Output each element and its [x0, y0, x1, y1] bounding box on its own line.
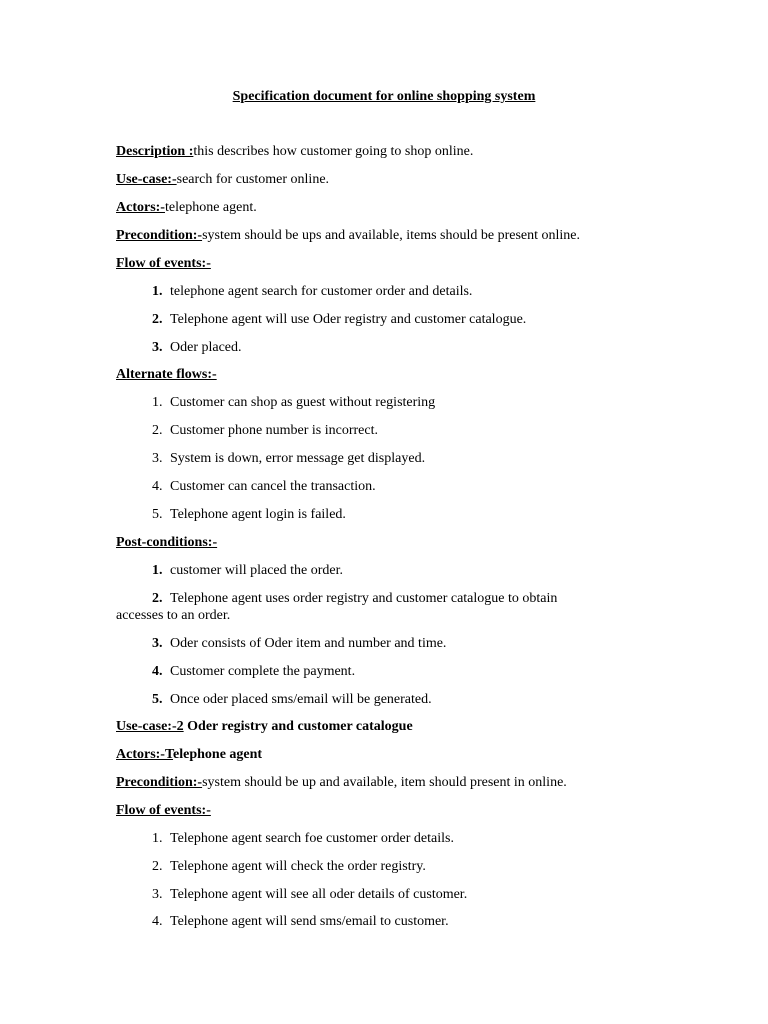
description-text: this describes how customer going to shop online. [193, 144, 474, 159]
list-item-text: Telephone agent will use Oder registry and customer catalogue. [170, 312, 527, 327]
precondition2-label: Precondition:- [116, 775, 203, 790]
list-item-number: 4. [152, 479, 163, 494]
list-item-number: 2. [152, 312, 163, 327]
description-line [116, 143, 473, 161]
actors2-text: elephone agent [173, 747, 263, 762]
list-item-text: Telephone agent uses order registry and customer catalogue to obtain [170, 591, 558, 606]
usecase2-line [116, 718, 413, 736]
list-item-number: 2. [152, 423, 163, 438]
list-item [116, 339, 242, 357]
list-item-number: 3. [152, 636, 163, 651]
list-item [116, 478, 376, 496]
usecase2-text: Oder registry and customer catalogue [183, 719, 413, 734]
list-item [116, 858, 426, 876]
precondition-label: Precondition:- [116, 228, 203, 243]
precondition-line [116, 227, 580, 245]
list-item-text: Customer complete the payment. [170, 664, 356, 679]
flow2-heading: Flow of events:- [116, 803, 211, 818]
list-item-text: Telephone agent will send sms/email to customer. [170, 914, 449, 929]
list-item-number: 1. [152, 563, 163, 578]
list-item [116, 506, 346, 524]
list-item [116, 311, 526, 329]
alternate-heading: Alternate flows:- [116, 367, 217, 382]
list-item-text: Customer can shop as guest without registering [170, 395, 436, 410]
document-title: Specification document for online shopping system [232, 89, 536, 104]
precondition2-line [116, 774, 567, 792]
list-item-number: 3. [152, 887, 163, 902]
list-item [116, 913, 449, 931]
list-item [116, 590, 557, 608]
list-item-text: Customer can cancel the transaction. [170, 479, 376, 494]
list-item-text: Telephone agent search foe customer order details. [170, 831, 454, 846]
list-item-text: Oder placed. [170, 340, 242, 355]
list-item-number: 1. [152, 831, 163, 846]
precondition-text: system should be ups and available, items should be present online. [202, 228, 581, 243]
list-item-number: 4. [152, 664, 163, 679]
list-item-text: Telephone agent login is failed. [170, 507, 346, 522]
list-item-text: customer will placed the order. [170, 563, 343, 578]
description-label: Description : [116, 144, 194, 159]
list-item-number: 2. [152, 859, 163, 874]
list-item-text: Customer phone number is incorrect. [170, 423, 379, 438]
list-item [116, 830, 454, 848]
list-item-continuation: accesses to an order. [116, 608, 231, 623]
list-item-number: 1. [152, 284, 163, 299]
list-item [116, 691, 432, 709]
list-item [116, 886, 467, 904]
flow-heading: Flow of events:- [116, 256, 211, 271]
list-item-text: Telephone agent will see all oder details of customer. [170, 887, 468, 902]
list-item-number: 1. [152, 395, 163, 410]
usecase-line [116, 171, 329, 189]
list-item-text: Telephone agent will check the order registry. [170, 859, 426, 874]
actors-label: Actors:- [116, 200, 165, 215]
actors2-label: Actors:-T [116, 747, 174, 762]
list-item-text: telephone agent search for customer order and details. [170, 284, 473, 299]
list-item-text: Once oder placed sms/email will be generated. [170, 692, 432, 707]
list-item-number: 4. [152, 914, 163, 929]
usecase-text: search for customer online. [176, 172, 330, 187]
list-item-number: 5. [152, 507, 163, 522]
usecase-label: Use-case:- [116, 172, 177, 187]
list-item-number: 2. [152, 591, 163, 606]
list-item [116, 283, 472, 301]
list-item [116, 663, 355, 681]
list-item [116, 635, 446, 653]
actors2-line [116, 746, 262, 764]
list-item [116, 562, 343, 580]
list-item [116, 394, 435, 412]
list-item-number: 5. [152, 692, 163, 707]
postconditions-heading: Post-conditions:- [116, 535, 218, 550]
usecase2-label: Use-case:-2 [116, 719, 184, 734]
list-item-number: 3. [152, 340, 163, 355]
actors-text: telephone agent. [164, 200, 257, 215]
precondition2-text: system should be up and available, item should present in online. [202, 775, 567, 790]
list-item-number: 3. [152, 451, 163, 466]
list-item-text: System is down, error message get displayed. [170, 451, 426, 466]
list-item [116, 422, 378, 440]
actors-line [116, 199, 257, 217]
list-item-text: Oder consists of Oder item and number and time. [170, 636, 447, 651]
list-item [116, 450, 425, 468]
